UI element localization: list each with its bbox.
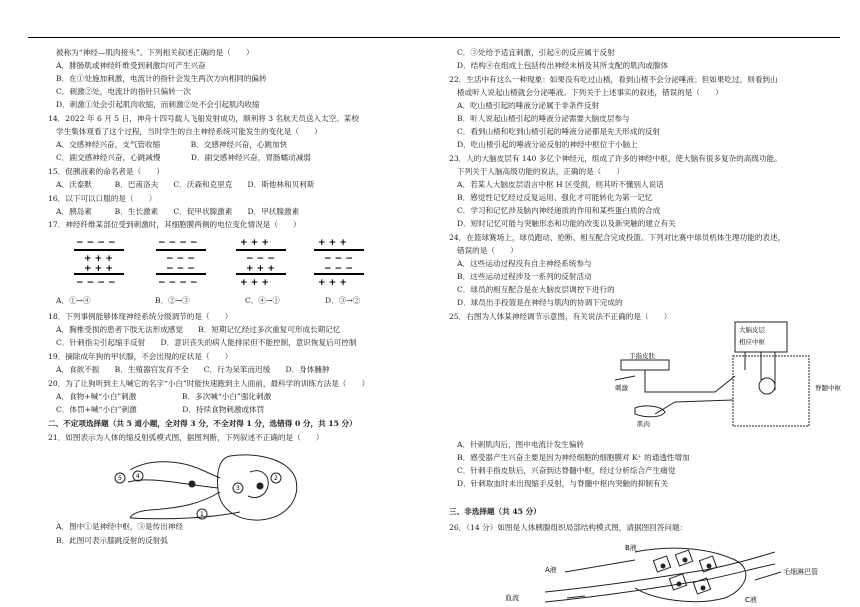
question-24: 24．在篮球赛场上，球员跑动、抢断、相互配合完成投篮。下列对比赛中球员机体生理功能的表述， — [449, 233, 786, 242]
svg-text:− − −: − − − — [166, 254, 195, 264]
text-line: 下列关于人脑高级功能的说法，正确的是（ ） — [457, 167, 625, 176]
svg-text:+ + +: + + + — [318, 238, 347, 248]
diagram-label-capillary: 毛细淋巴管 — [783, 568, 818, 576]
question-23: 23．人的大脑皮层有 140 多亿个神经元，组成了许多的神经中枢，使大脑有很多复杂的高级功能。 — [449, 154, 782, 163]
diagram-label-cortex: 大脑皮层 — [739, 326, 765, 334]
text-line: B．感觉性记忆经过反复运用、强化才可能转化为第一记忆 — [457, 193, 653, 202]
svg-text:− − − −: − − − − — [158, 238, 198, 248]
svg-text:− − −: − − − — [166, 264, 195, 274]
svg-text:+ + +: + + + — [240, 238, 269, 248]
text-line: A．胸椎受损的患者下肢无法形成感觉 B．短期记忆经过多次重复可形成长期记忆 — [56, 325, 341, 334]
question-19: 19．摘除成年狗的甲状腺，不会出现的症状是（ ） — [48, 352, 233, 361]
text-line: A．沃泰默 B．巴甫洛夫 C．沃森和克里克 D．斯他林和贝利斯 — [56, 180, 315, 189]
text-line: A．交感神经兴奋，支气管收缩 B．交感神经兴奋，心跳加快 — [56, 140, 288, 149]
diagram-label-spinal-center: 脊髓中枢 — [815, 384, 841, 392]
svg-text:− − −: − − − — [324, 264, 353, 274]
text-line: A．吃山楂引起的唾液分泌属于非条件反射 — [457, 101, 600, 110]
text-line: 被称为“神经—肌肉接头”。下列相关叙述正确的是（ ） — [56, 48, 254, 57]
reflex-label: 1 — [200, 511, 204, 518]
text-line: B．这些运动过程涉及一系列的反射活动 — [457, 272, 592, 281]
text-line: C．③处给予适宜刺激，引起④的反应属于反射 — [457, 48, 615, 57]
svg-text:− − − −: − − − − — [76, 278, 116, 288]
text-line: D．短时记忆可能与突触形态和功能的改变以及新突触的建立有关 — [457, 219, 676, 228]
text-line: B．听人说起山楂引起的唾液分泌需要大脑皮层参与 — [457, 114, 630, 123]
q17-option-b: B．②→③ — [155, 296, 190, 305]
text-line: C．刺激②处，电流计的指针只偏转一次 — [56, 87, 191, 96]
svg-text:− − − −: − − − − — [158, 278, 198, 288]
svg-text:− − −: − − − — [324, 254, 353, 264]
text-line: A．食物+喊“小白”刺激 B．多次喊“小白”强化刺激 — [56, 392, 272, 401]
text-line: D．球员出手投篮是在神经与肌肉的协调下完成的 — [457, 298, 623, 307]
text-line: A．食欲不振 B．生殖器官发育不全 C．行为呆笨而迟缓 D．身体臃肿 — [56, 365, 330, 374]
text-line: C．球员的相互配合是在大脑皮层调控下进行的 — [457, 285, 615, 294]
diagram-label-b-fluid: B液 — [625, 544, 637, 552]
text-line: C．看到山楂和吃到山楂引起的唾液分泌都是先天形成的反射 — [457, 127, 661, 136]
text-line: D．结构④在组成上包括传出神经末梢及其所支配的肌肉或腺体 — [457, 61, 669, 70]
text-line: B．在①处施加刺激，电流计的指针会发生两次方向相同的偏转 — [56, 74, 267, 83]
text-line: A．若某人大脑皮层语言中枢 H 区受损，则其听不懂别人说话 — [457, 180, 664, 189]
svg-text:+ + +: + + + — [318, 278, 347, 288]
svg-text:+ + +: + + + — [84, 254, 113, 264]
text-line: A．图中①是神经中枢，③是传出神经 — [56, 522, 183, 531]
q17-option-d: D．③→② — [325, 296, 361, 305]
section-heading-3: 三、非选择题（共 45 分） — [449, 507, 541, 516]
svg-text:+ + +: + + + — [84, 264, 113, 274]
text-line: C．针刺指尖引起缩手反射 D．意识丧失的病人能排尿但不能控制，意识恢复后可控制 — [56, 338, 357, 347]
diagram-label-muscle: 肌肉 — [637, 420, 650, 428]
reflex-label: 3 — [236, 485, 240, 492]
text-line: 楂或听人说起山楂就会分泌唾液。下列关于上述事实的叙述，错误的是（ ） — [457, 88, 723, 97]
svg-text:+ + +: + + + — [246, 264, 275, 274]
question-25: 25．右图为人体某神经调节示意图，有关说法不正确的是（ ） — [449, 312, 672, 321]
text-line: D．吃山楂引起的唾液分泌反射的神经中枢位于小脑上 — [457, 140, 638, 149]
membrane-potential-figure — [60, 232, 380, 294]
question-15: 15．促胰液素的命名者是（ ） — [48, 167, 164, 176]
question-14: 14．2022 年 6 月 5 日，神舟十四号载人飞船发射成功，顺利将 3 名航天员送入太空。某校 — [48, 114, 359, 123]
text-line: A．这些运动过程没有自主神经系统参与 — [457, 259, 592, 268]
svg-text:− − −: − − − — [246, 254, 275, 264]
text-line: B．此图可表示膝跳反射的反射弧 — [56, 536, 168, 545]
text-line: A．胰岛素 B．生长激素 C．促甲状腺激素 D．甲状腺激素 — [56, 207, 300, 216]
text-line: D．刺激①处会引起肌肉收缩，而刺激②处不会引起肌肉收缩 — [56, 100, 260, 109]
question-26: 26．（14 分）如图是人体胰腺组织局部结构模式图，请据图回答问题： — [449, 523, 688, 532]
top-rule — [28, 37, 840, 38]
diagram-label-c-fluid: C液 — [745, 596, 757, 604]
section-heading-2: 二、不定项选择题（共 5 道小题，全对得 3 分，不全对得 1 分，选错得 0 分，共 15 分） — [48, 419, 357, 428]
diagram-label-blood-flow: 血流 — [505, 594, 519, 602]
diagram-label-needle: 刺激 — [615, 384, 628, 392]
text-line: 错误的是（ ） — [457, 246, 518, 255]
reflex-arc-figure — [110, 448, 310, 528]
svg-text:+ + +: + + + — [240, 278, 269, 288]
neural-regulation-diagram — [615, 320, 855, 430]
question-17: 17．神经纤维某部位受到刺激时，其细胞膜两侧的电位变化情况是（ ） — [48, 220, 301, 229]
pancreas-tissue-diagram — [505, 540, 835, 607]
diagram-label-a-fluid: A液 — [545, 566, 557, 574]
q17-option-a: A．①→④ — [56, 296, 91, 305]
text-line: 学生集体观看了这个过程，当时学生的自主神经系统可能发生的变化是（ ） — [56, 127, 322, 136]
text-line: A．腓肠肌或神经纤维受到刺激均可产生兴奋 — [56, 61, 206, 70]
q17-option-c: C．④→① — [245, 296, 280, 305]
question-20: 20．为了让狗听到主人喊它的名字“小白”时能快速跑到主人面前，最科学的训练方法是（ ） — [48, 379, 370, 388]
text-line: C．副交感神经兴奋，心跳减慢 D．副交感神经兴奋，胃肠蠕动减弱 — [56, 153, 311, 162]
text-line: C．学习和记忆涉及脑内神经递质的作用和某些蛋白质的合成 — [457, 206, 661, 215]
text-line: C．针刺手指皮肤后，兴奋到达脊髓中枢，经过分析综合产生痛觉 — [457, 466, 676, 475]
svg-text:− − − −: − − − − — [76, 238, 116, 248]
question-21: 21．如图表示为人体的缩反射弧模式图，据图判断，下列叙述不正确的是（ ） — [48, 433, 324, 442]
question-18: 18．下列事例能够体现神经系统分级调节的是（ ） — [48, 312, 233, 321]
text-line: A．针刺肌肉后，图中电流计发生偏转 — [457, 440, 584, 449]
diagram-label-center: 相应中枢 — [739, 338, 765, 346]
text-line: B．感受器产生兴奋主要是因为神经细胞的细胞膜对 K⁺ 的通透性增加 — [457, 453, 690, 462]
reflex-label: 2 — [274, 475, 278, 482]
text-line: C．体罚+喊“小白”刺激 D．持续食物刺激或体罚 — [56, 405, 265, 414]
question-16: 16．以下可以口服的是（ ） — [48, 194, 157, 203]
text-line: D．针刺取血时未出现缩手反射，与脊髓中枢内突触的抑制有关 — [457, 479, 669, 488]
question-22: 22．生活中有这么一种现象：如果没有吃过山楂，看到山楂不会分泌唾液；但如果吃过，则看到山 — [449, 75, 778, 84]
reflex-label: 4 — [136, 473, 140, 480]
diagram-label-finger-skin: 手指皮肤 — [629, 352, 655, 360]
reflex-label: 5 — [118, 475, 122, 482]
